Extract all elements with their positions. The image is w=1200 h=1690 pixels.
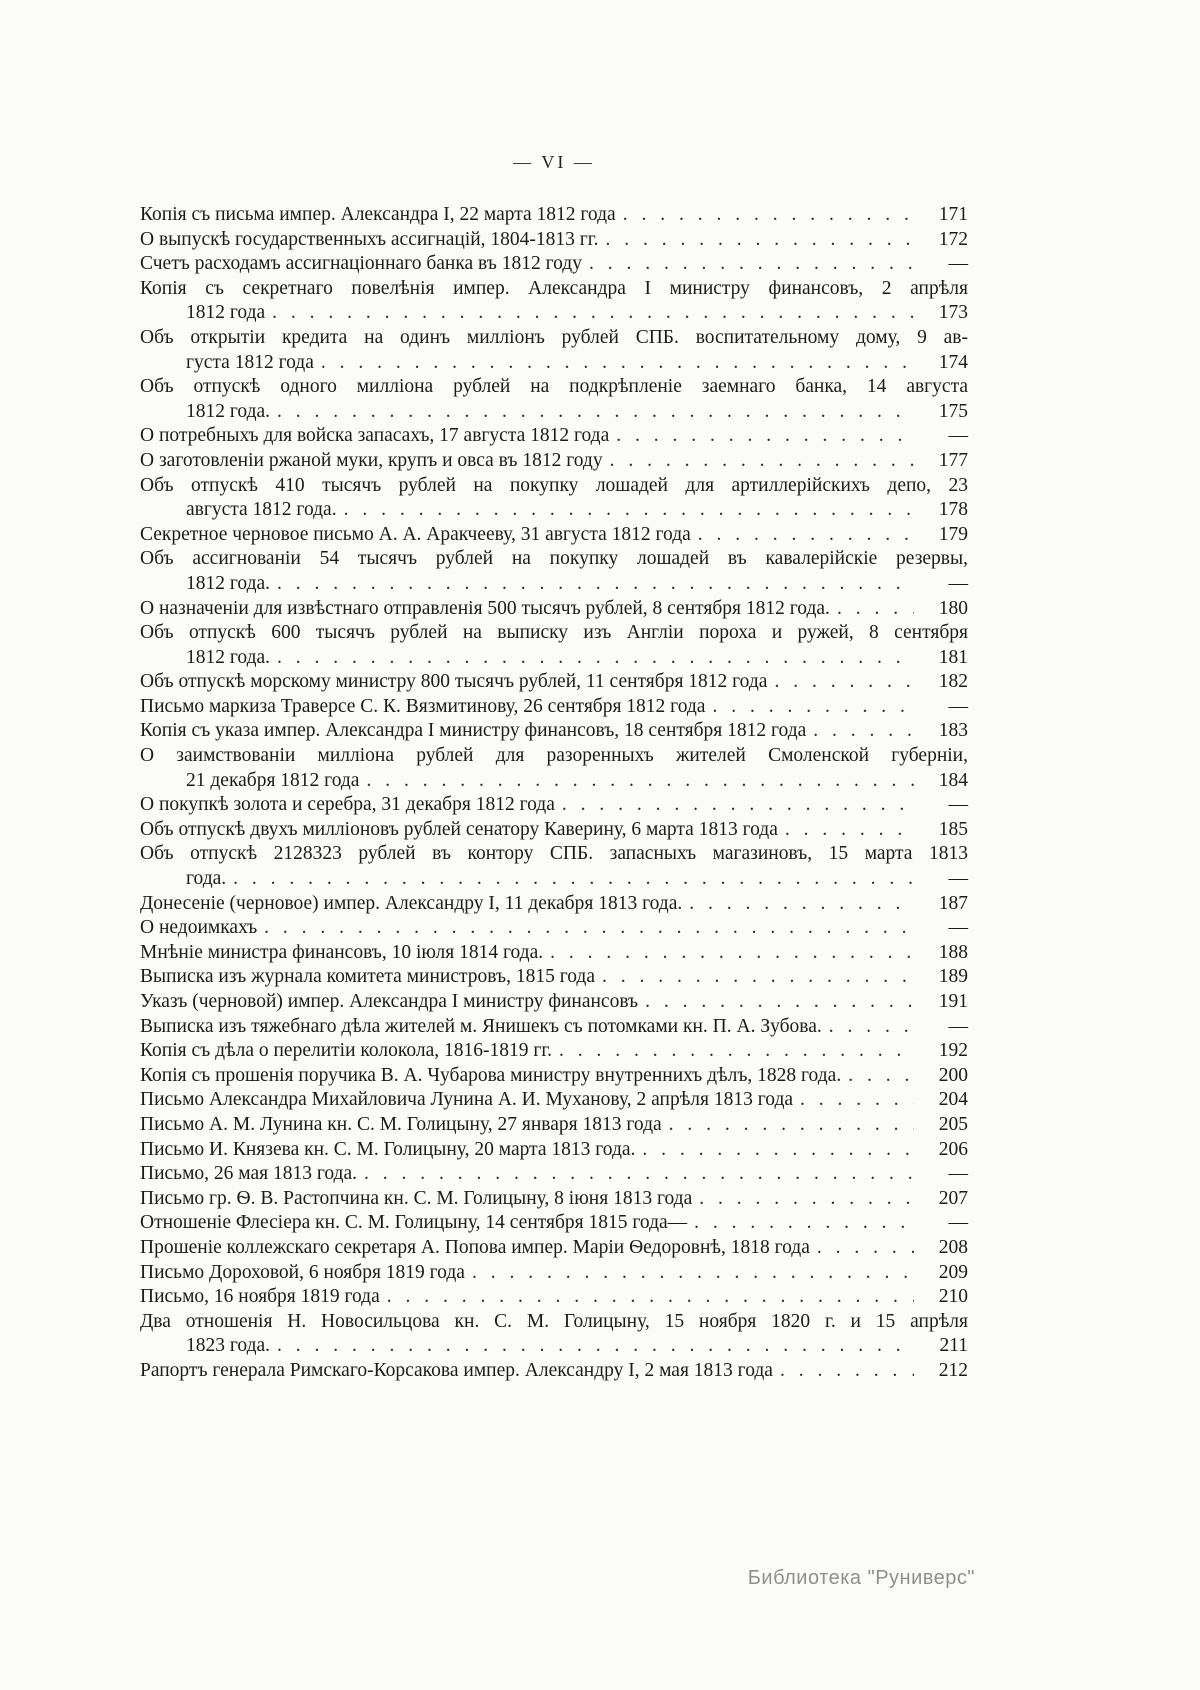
toc-entry [140,1039,968,1064]
entry-line [140,1187,968,1212]
toc-entry [140,252,968,277]
entry-line [140,941,968,966]
dot-leader [277,400,914,425]
entry-page-number: 210 [938,1286,968,1308]
dot-leader [645,990,914,1015]
entry-line: Объ отпускѣ 410 тысячъ рублей на покупку лошадей для артиллерійскихъ депо, 23 [140,474,968,496]
toc-entry [140,1187,968,1212]
entry-line [140,572,968,597]
entry-title: О покупкѣ золота и серебра, 31 декабря 1812 года [140,794,555,816]
entry-line [140,867,968,892]
entry-page-number: — [948,917,968,939]
entry-page-number: 206 [938,1138,968,1160]
entry-title: Письмо А. М. Лунина кн. С. М. Голицыну, 27 января 1813 года [140,1113,662,1135]
dot-leader [602,965,914,990]
toc-entry [140,474,968,523]
dot-leader [829,1015,914,1040]
entry-line [140,719,968,744]
entry-title: Мнѣніе министра финансовъ, 10 іюля 1814 года. [140,941,544,963]
entry-title: О назначеніи для извѣстнаго отправленія 500 тысячъ рублей, 8 сентября 1812 года. [140,597,830,619]
entry-title: Копія съ дѣла о перелитіи колокола, 1816-1819 гг. [140,1040,553,1062]
entry-line [140,1113,968,1138]
dot-leader [272,301,914,326]
dot-leader [277,646,914,671]
entry-line [140,769,968,794]
entry-page-number: 200 [938,1064,968,1086]
dot-leader [344,498,914,523]
entry-page-number: 204 [938,1089,968,1111]
toc-entry [140,375,968,424]
toc-entry [140,670,968,695]
entry-title: Рапортъ генерала Римскаго-Корсакова импер. Александру I, 2 мая 1813 года [140,1359,773,1381]
entry-title: Письмо, 16 ноября 1819 года [140,1286,380,1308]
dot-leader [321,351,914,376]
entry-line [140,1334,968,1359]
entry-line [140,1261,968,1286]
entry-line [140,351,968,376]
entry-title: О выпускѣ государственныхъ ассигнацій, 1804-1813 гг. [140,228,599,250]
entry-page-number: — [948,1212,968,1234]
entry-title: Объ отпускѣ двухъ милліоновъ рублей сенатору Каверину, 6 марта 1813 года [140,818,778,840]
entry-title: Письмо, 26 мая 1813 года. [140,1163,358,1185]
entry-page-number: 205 [938,1113,968,1135]
dot-leader [642,1138,914,1163]
toc-entry [140,1211,968,1236]
entry-page-number: 188 [938,941,968,963]
dot-leader [800,1088,914,1113]
entry-page-number: 209 [938,1261,968,1283]
entry-title: Копія съ письма импер. Александра I, 22 марта 1812 года [140,204,616,225]
entry-title: 1812 года [186,302,266,324]
dot-leader [623,203,914,228]
entry-line [140,1064,968,1089]
dot-leader [699,1187,914,1212]
entry-line: Объ ассигнованіи 54 тысячъ рублей на покупку лошадей въ кавалерійскіе резервы, [140,548,968,570]
entry-title: Выписка изъ журнала комитета министровъ, 1815 года [140,966,595,988]
entry-page-number: 207 [938,1187,968,1209]
toc-entry [140,424,968,449]
entry-title: О заготовленіи ржаной муки, крупъ и овса въ 1812 году [140,449,603,471]
entry-page-number: 182 [938,671,968,693]
entry-page-number: 180 [938,597,968,619]
entry-title: Счетъ расходамъ ассигнаціоннаго банка въ 1812 году [140,253,582,275]
entry-line: Объ отпускѣ 600 тысячъ рублей на выписку изъ Англіи пороха и ружей, 8 сентября [140,622,968,644]
dot-leader [605,228,914,253]
library-watermark: Библиотека "Руниверс" [747,1567,975,1589]
dot-leader [277,1334,914,1359]
entry-line: Объ открытіи кредита на одинъ милліонъ рублей СПБ. воспитательному дому, 9 ав- [140,326,968,348]
entry-title: Указъ (черновой) импер. Александра I министру финансовъ [140,991,639,1012]
entry-title: Выписка изъ тяжебнаго дѣла жителей м. Янишекъ съ потомками кн. П. А. Зубова. [140,1015,822,1037]
entry-line [140,1162,968,1187]
entry-title: 1812 года. [186,646,271,668]
entry-title: Копія съ прошенія поручика В. А. Чубарова министру внутреннихъ дѣлъ, 1828 года. [140,1064,842,1086]
entry-title: 1823 года. [186,1335,271,1357]
entry-line [140,1039,968,1064]
toc-entry [140,1088,968,1113]
entry-line: Копія съ секретнаго повелѣнія импер. Александра I министру финансовъ, 2 апрѣля [140,277,968,299]
entry-line [140,1359,968,1384]
toc-entry [140,621,968,670]
entry-page-number: 172 [938,228,968,250]
entry-page-number: 171 [938,204,968,225]
entry-page-number: 178 [938,499,968,521]
entry-title: Секретное черновое письмо А. А. Аракчееву, 31 августа 1812 года [140,523,691,545]
toc-entry [140,449,968,474]
entry-line [140,695,968,720]
entry-page-number: 181 [938,646,968,668]
toc-entry [140,793,968,818]
dot-leader [387,1285,914,1310]
toc-entry [140,1285,968,1310]
dot-leader [264,916,914,941]
entry-page-number: — [948,1163,968,1185]
dot-leader [817,1236,914,1261]
entry-page-number: — [948,1015,968,1037]
page-number-header: — VI — [513,152,595,172]
dot-leader [848,1064,914,1089]
entry-line [140,670,968,695]
entry-line [140,1015,968,1040]
toc-entry [140,228,968,253]
toc-entry [140,597,968,622]
dot-leader [698,523,914,548]
toc-entry [140,547,968,596]
entry-line [140,892,968,917]
entry-line: Объ отпускѣ одного милліона рублей на подкрѣпленіе заемнаго банка, 14 августа [140,376,968,398]
entry-page-number: 187 [938,892,968,914]
entry-page-number: 211 [939,1335,968,1357]
table-of-contents [140,203,968,1384]
entry-title: Письмо И. Князева кн. С. М. Голицыну, 20 марта 1813 года. [140,1138,636,1160]
toc-entry [140,277,968,326]
dot-leader [589,252,914,277]
toc-entry [140,695,968,720]
entry-line [140,818,968,843]
dot-leader [616,424,914,449]
toc-entry [140,1162,968,1187]
entry-title: густа 1812 года [186,351,314,373]
entry-line [140,252,968,277]
entry-line [140,449,968,474]
dot-leader [364,1162,914,1187]
entry-line [140,965,968,990]
entry-line [140,1088,968,1113]
dot-leader [277,572,914,597]
entry-page-number: 177 [938,449,968,471]
dot-leader [366,769,914,794]
entry-line: О заимствованіи милліона рублей для разоренныхъ жителей Смоленской губерніи, [140,745,968,767]
entry-title: Объ отпускѣ морскому министру 800 тысячъ рублей, 11 сентября 1812 года [140,671,768,693]
entry-title: Письмо маркиза Траверсе С. К. Вязмитинову, 26 сентября 1812 года [140,695,706,717]
entry-line [140,203,968,228]
entry-page-number: — [948,425,968,447]
toc-entry [140,1236,968,1261]
dot-leader [669,1113,914,1138]
dot-leader [689,892,914,917]
entry-title: Прошеніе коллежскаго секретаря А. Попова импер. Маріи Ѳедоровнѣ, 1818 года [140,1236,810,1258]
entry-page-number: — [948,868,968,890]
toc-entry [140,1310,968,1359]
entry-title: Копія съ указа импер. Александра I министру финансовъ, 18 сентября 1812 года [140,720,807,742]
toc-entry [140,1064,968,1089]
entry-page-number: 183 [938,720,968,742]
dot-leader [610,449,914,474]
entry-title: Письмо гр. Ѳ. В. Растопчина кн. С. М. Голицыну, 8 іюня 1813 года [140,1187,693,1209]
dot-leader [712,695,914,720]
entry-page-number: 208 [938,1236,968,1258]
dot-leader [785,818,914,843]
entry-line [140,424,968,449]
entry-title: Отношеніе Флесіера кн. С. М. Голицыну, 14 сентября 1815 года— [140,1212,688,1234]
entry-line [140,990,968,1015]
toc-entry [140,842,968,891]
toc-entry [140,523,968,548]
entry-title: 1812 года. [186,572,271,594]
dot-leader [559,1039,914,1064]
dot-leader [774,670,914,695]
entry-title: августа 1812 года. [186,499,337,521]
entry-line [140,597,968,622]
entry-page-number: — [948,572,968,594]
dot-leader [780,1359,914,1384]
dot-leader [472,1261,914,1286]
entry-line [140,301,968,326]
entry-page-number: 184 [938,769,968,791]
dot-leader [562,793,914,818]
entry-page-number: 212 [938,1359,968,1381]
entry-line [140,646,968,671]
dot-leader [837,597,914,622]
toc-entry [140,1138,968,1163]
entry-page-number: 192 [938,1040,968,1062]
entry-page-number: 179 [938,523,968,545]
toc-entry [140,1261,968,1286]
entry-title: года. [186,868,227,890]
dot-leader [694,1211,914,1236]
toc-entry [140,892,968,917]
entry-page-number: — [948,695,968,717]
entry-page-number: 175 [938,400,968,422]
entry-page-number: — [948,794,968,816]
entry-page-number: 191 [938,991,968,1012]
entry-line [140,1285,968,1310]
entry-title: Донесеніе (черновое) импер. Александру I, 11 декабря 1813 года. [140,892,683,914]
dot-leader [813,719,914,744]
toc-entry [140,916,968,941]
entry-page-number: — [948,253,968,275]
entry-line [140,916,968,941]
entry-line [140,793,968,818]
dot-leader [233,867,914,892]
toc-entry [140,326,968,375]
entry-title: О недоимкахъ [140,917,258,939]
entry-title: 21 декабря 1812 года [186,769,360,791]
entry-line [140,498,968,523]
entry-title: О потребныхъ для войска запасахъ, 17 августа 1812 года [140,425,610,447]
entry-page-number: 173 [938,302,968,324]
entry-page-number: 174 [938,351,968,373]
entry-line [140,1138,968,1163]
toc-entry [140,965,968,990]
toc-entry [140,941,968,966]
entry-title: Письмо Дороховой, 6 ноября 1819 года [140,1261,465,1283]
entry-title: 1812 года. [186,400,271,422]
toc-entry [140,719,968,744]
entry-line [140,1211,968,1236]
entry-line [140,523,968,548]
entry-line [140,400,968,425]
entry-line: Объ отпускѣ 2128323 рублей въ контору СПБ. запасныхъ магазиновъ, 15 марта 1813 [140,843,968,865]
toc-entry [140,818,968,843]
entry-line [140,228,968,253]
entry-page-number: 185 [938,818,968,840]
toc-entry [140,1359,968,1384]
toc-entry [140,744,968,793]
dot-leader [550,941,914,966]
toc-entry [140,1015,968,1040]
toc-entry [140,1113,968,1138]
toc-entry [140,990,968,1015]
entry-line [140,1236,968,1261]
entry-line: Два отношенія Н. Новосильцова кн. С. М. Голицыну, 15 ноября 1820 г. и 15 апрѣля [140,1310,968,1332]
entry-page-number: 189 [938,966,968,988]
entry-title: Письмо Александра Михайловича Лунина А. И. Муханову, 2 апрѣля 1813 года [140,1089,794,1111]
toc-entry [140,203,968,228]
